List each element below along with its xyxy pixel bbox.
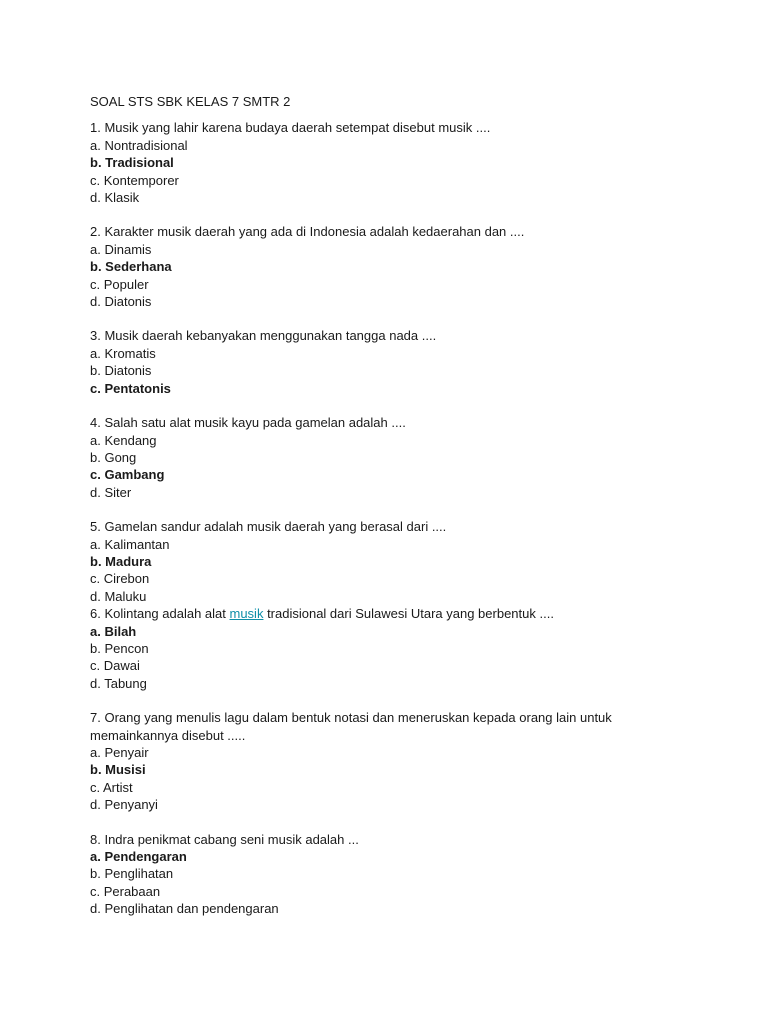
option-c: c. Kontemporer	[90, 172, 179, 188]
option-b-correct: b. Tradisional	[90, 155, 174, 171]
option-d: d. Tabung	[90, 675, 147, 691]
option-c: c. Cirebon	[90, 571, 150, 587]
option-b: b. Pencon	[90, 640, 149, 656]
option-a-correct: a. Bilah	[90, 623, 137, 639]
option-c: c. Perabaan	[90, 883, 161, 899]
question-5	[90, 518, 690, 605]
option-d: d. Penyanyi	[90, 797, 158, 813]
option-a: a. Kromatis	[90, 345, 156, 361]
question-1	[90, 119, 690, 206]
musik-link[interactable]: musik	[229, 606, 264, 622]
document-title: SOAL STS SBK KELAS 7 SMTR 2	[90, 94, 291, 109]
question-text: 3. Musik daerah kebanyakan menggunakan tangga nada ....	[90, 328, 437, 344]
question-text: 2. Karakter musik daerah yang ada di Indonesia adalah kedaerahan dan ....	[90, 224, 525, 240]
question-text	[90, 605, 690, 622]
option-b: b. Penglihatan	[90, 866, 174, 882]
question-text: 5. Gamelan sandur adalah musik daerah yang berasal dari ....	[90, 519, 447, 535]
option-b: b. Diatonis	[90, 363, 152, 379]
question-4	[90, 414, 690, 501]
option-d: d. Penglihatan dan pendengaran	[90, 901, 279, 917]
option-d: d. Siter	[90, 484, 132, 500]
option-a: a. Penyair	[90, 745, 149, 760]
option-a-correct: a. Pendengaran	[90, 849, 187, 865]
option-c: c. Artist	[90, 779, 133, 795]
question-text-line-1: 7. Orang yang menulis lagu dalam bentuk notasi dan meneruskan kepada orang lain untuk	[90, 710, 612, 726]
option-c-correct: c. Gambang	[90, 467, 165, 483]
question-7	[90, 709, 690, 813]
option-a: a. Nontradisional	[90, 137, 188, 153]
question-text-after-link: tradisional dari Sulawesi Utara yang berbentuk ....	[263, 606, 554, 622]
option-b-correct: b. Madura	[90, 553, 152, 569]
option-c: c. Dawai	[90, 658, 140, 674]
document-page	[90, 93, 690, 935]
option-b-correct: b. Sederhana	[90, 259, 172, 275]
option-a: a. Dinamis	[90, 241, 152, 257]
option-a: a. Kendang	[90, 432, 157, 448]
question-text-before-link: 6. Kolintang adalah alat	[90, 606, 230, 622]
option-d: d. Diatonis	[90, 294, 152, 310]
question-2	[90, 223, 690, 310]
option-c-correct: c. Pentatonis	[90, 380, 171, 396]
option-b: b. Gong	[90, 449, 137, 465]
question-text: 4. Salah satu alat musik kayu pada gamelan adalah ....	[90, 415, 406, 431]
question-8	[90, 831, 690, 918]
option-c: c. Populer	[90, 276, 149, 292]
option-a: a. Kalimantan	[90, 536, 170, 552]
option-d: d. Maluku	[90, 588, 147, 604]
option-b-correct: b. Musisi	[90, 762, 146, 778]
question-text: 1. Musik yang lahir karena budaya daerah setempat disebut musik ....	[90, 120, 491, 136]
question-3	[90, 327, 690, 397]
question-text-line-2: memainkannya disebut .....	[90, 727, 246, 743]
question-6	[90, 605, 690, 692]
option-d: d. Klasik	[90, 190, 140, 206]
question-text: 8. Indra penikmat cabang seni musik adalah ...	[90, 831, 359, 847]
